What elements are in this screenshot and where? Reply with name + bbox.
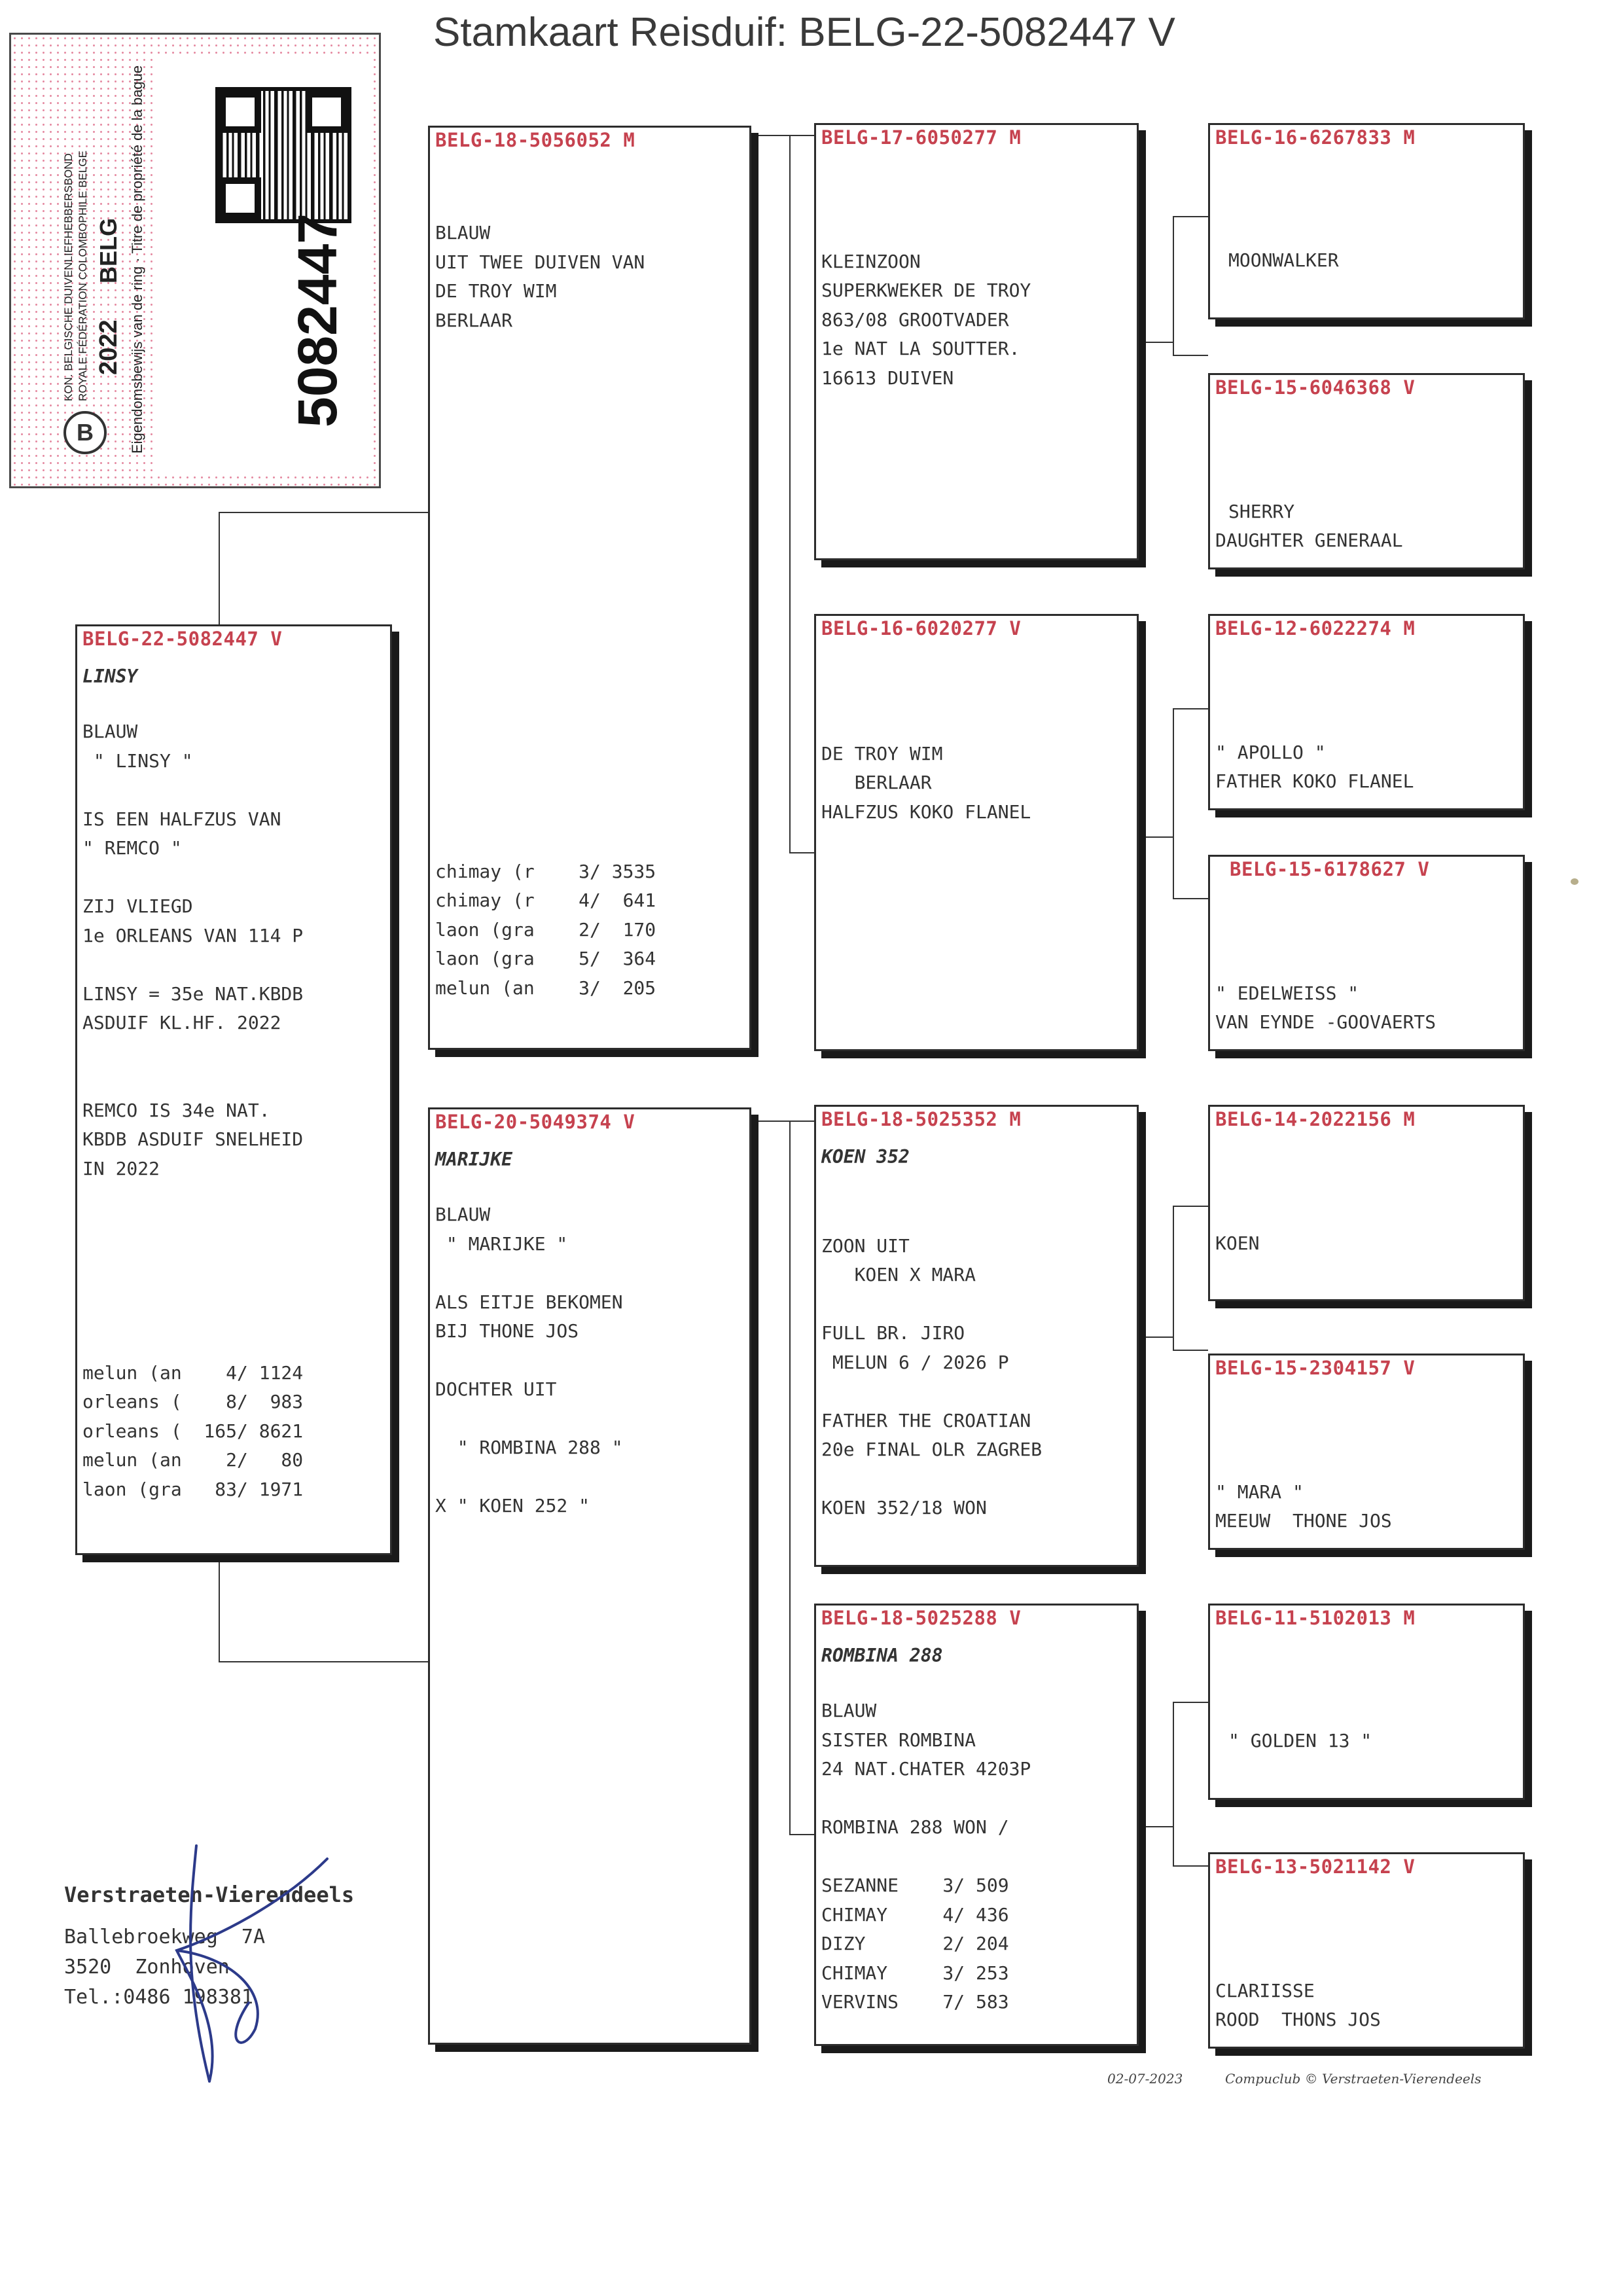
pedigree-line: " MARIJKE " — [435, 1233, 568, 1255]
ring-card — [9, 33, 381, 488]
race-result: laon (gra 83/ 1971 — [82, 1479, 304, 1500]
ring-ownership-text: Eigendomsbewijs van de ring · Titre de propriété de la bague — [129, 65, 145, 454]
owner-city: 3520 Zonhoven — [64, 1956, 230, 1979]
pedigree-line: X " KOEN 252 " — [435, 1495, 590, 1516]
race-result: melun (an 4/ 1124 — [82, 1362, 304, 1384]
pedigree-line: MEEUW THONE JOS — [1215, 1510, 1392, 1532]
pedigree-line: KLEINZOON — [821, 251, 921, 272]
pedigree-line: BLAUW — [435, 1204, 491, 1225]
pedigree-line: ROMBINA 288 WON / — [821, 1816, 1009, 1838]
pedigree-card-paternal-grandfather — [814, 123, 1139, 560]
ring-id: BELG-18-5056052 M — [435, 129, 635, 151]
connector — [789, 1834, 814, 1835]
pedigree-line: 24 NAT.CHATER 4203P — [821, 1758, 1031, 1780]
ring-id: BELG-14-2022156 M — [1215, 1108, 1416, 1130]
kbdb-logo: B — [63, 411, 107, 454]
pedigree-line: SHERRY — [1228, 501, 1295, 522]
pedigree-line: 863/08 GROOTVADER — [821, 309, 1009, 331]
ring-id: BELG-16-6267833 M — [1215, 126, 1416, 149]
ring-id: BELG-16-6020277 V — [821, 617, 1022, 639]
pedigree-card-father — [428, 126, 751, 1050]
page-title: Stamkaart Reisduif: BELG-22-5082447 V — [433, 10, 1175, 55]
pedigree-card-ggp — [1208, 1852, 1525, 2049]
pedigree-line: " GOLDEN 13 " — [1228, 1730, 1372, 1751]
connector — [1173, 1350, 1208, 1351]
pedigree-line: ZIJ VLIEGD — [82, 895, 193, 917]
connector — [751, 1121, 814, 1122]
pedigree-line: 20e FINAL OLR ZAGREB — [821, 1439, 1043, 1460]
pigeon-name: MARIJKE — [435, 1149, 513, 1170]
pedigree-line: FATHER KOKO FLANEL — [1215, 770, 1414, 792]
pedigree-line: BERLAAR — [435, 310, 513, 331]
race-result: melun (an 3/ 205 — [435, 977, 656, 999]
pedigree-line: CLARIISSE — [1215, 1980, 1315, 2001]
ring-id: BELG-17-6050277 M — [821, 126, 1022, 149]
connector — [789, 852, 814, 853]
ring-federation-fr: ROYALE FÉDÉRATION COLOMBOPHILE BELGE — [77, 151, 89, 401]
print-date: 02-07-2023 — [1107, 2071, 1183, 2087]
ring-id: BELG-11-5102013 M — [1215, 1607, 1416, 1629]
pigeon-name: LINSY — [82, 666, 138, 687]
pedigree-line: LINSY = 35e NAT.KBDB — [82, 983, 304, 1005]
connector — [1173, 1206, 1208, 1207]
pedigree-line: UIT TWEE DUIVEN VAN — [435, 251, 645, 273]
connector — [789, 135, 791, 852]
ring-id: BELG-18-5025352 M — [821, 1108, 1022, 1130]
pedigree-line: KBDB ASDUIF SNELHEID — [82, 1128, 304, 1150]
connector — [1139, 342, 1173, 343]
ring-id: BELG-13-5021142 V — [1215, 1856, 1416, 1878]
pigeon-name: ROMBINA 288 — [821, 1645, 943, 1666]
pedigree-line: BIJ THONE JOS — [435, 1320, 579, 1342]
ring-id: BELG-15-2304157 V — [1215, 1357, 1416, 1379]
connector — [1173, 708, 1208, 709]
owner-street: Ballebroekweg 7A — [64, 1926, 266, 1948]
scan-speck — [1571, 878, 1578, 885]
connector — [1139, 836, 1173, 838]
ring-id: BELG-18-5025288 V — [821, 1607, 1022, 1629]
pedigree-line: KOEN 352/18 WON — [821, 1497, 987, 1518]
pedigree-card-mother — [428, 1107, 751, 2045]
race-result: laon (gra 2/ 170 — [435, 919, 656, 941]
software-credit: Compuclub © Verstraeten-Vierendeels — [1225, 2071, 1482, 2087]
pedigree-card-maternal-grandfather — [814, 1105, 1139, 1567]
connector — [1173, 708, 1174, 898]
connector — [1173, 898, 1208, 899]
connector — [219, 512, 220, 624]
pedigree-card-subject — [75, 624, 392, 1555]
race-result: orleans ( 8/ 983 — [82, 1391, 304, 1412]
pedigree-line: 1e ORLEANS VAN 114 P — [82, 925, 304, 946]
pedigree-line: VAN EYNDE -GOOVAERTS — [1215, 1011, 1436, 1033]
race-result: CHIMAY 4/ 436 — [821, 1904, 1009, 1926]
pedigree-card-ggp — [1208, 373, 1525, 569]
pedigree-line: DE TROY WIM — [435, 280, 557, 302]
race-result: SEZANNE 3/ 509 — [821, 1874, 1009, 1896]
pedigree-line: ALS EITJE BEKOMEN — [435, 1291, 623, 1313]
race-result: chimay (r 4/ 641 — [435, 889, 656, 911]
pedigree-line: " ROMBINA 288 " — [435, 1437, 623, 1458]
pedigree-card-maternal-grandmother — [814, 1604, 1139, 2046]
pedigree-line: DAUGHTER GENERAAL — [1215, 529, 1403, 551]
pedigree-line: ASDUIF KL.HF. 2022 — [82, 1012, 281, 1033]
pedigree-line: FATHER THE CROATIAN — [821, 1410, 1031, 1431]
pedigree-card-ggp — [1208, 855, 1525, 1051]
race-result: chimay (r 3/ 3535 — [435, 861, 656, 882]
pedigree-line: 1e NAT LA SOUTTER. — [821, 338, 1020, 359]
pedigree-line: FULL BR. JIRO — [821, 1322, 965, 1344]
pigeon-name: KOEN 352 — [821, 1146, 910, 1168]
owner-name: Verstraeten-Vierendeels — [64, 1882, 355, 1907]
pedigree-card-ggp — [1208, 1354, 1525, 1550]
pedigree-line: ZOON UIT — [821, 1235, 910, 1257]
pedigree-line: KOEN X MARA — [821, 1264, 976, 1285]
connector — [1173, 355, 1208, 356]
signature — [151, 1833, 347, 2094]
connector — [1173, 216, 1174, 355]
pedigree-line: IN 2022 — [82, 1158, 160, 1179]
ring-id: BELG-15-6046368 V — [1215, 376, 1416, 399]
pedigree-line: BLAUW — [82, 721, 138, 742]
race-result: DIZY 2/ 204 — [821, 1933, 1009, 1954]
ring-id: BELG-22-5082447 V — [82, 628, 283, 650]
ring-id: BELG-12-6022274 M — [1215, 617, 1416, 639]
pedigree-line: MOONWALKER — [1228, 249, 1339, 271]
connector — [789, 1121, 791, 1834]
pedigree-line: HALFZUS KOKO FLANEL — [821, 801, 1031, 823]
pedigree-card-ggp — [1208, 1105, 1525, 1301]
pedigree-line: BLAUW — [435, 222, 491, 243]
pedigree-line: " LINSY " — [82, 750, 193, 772]
pedigree-line: DOCHTER UIT — [435, 1378, 557, 1400]
ring-federation-nl: KON. BELGISCHE DUIVENLIEFHEBBERSBOND — [62, 153, 75, 401]
pedigree-line: IS EEN HALFZUS VAN — [82, 808, 281, 830]
connector — [1139, 1336, 1173, 1338]
race-result: orleans ( 165/ 8621 — [82, 1420, 304, 1442]
pedigree-line: SISTER ROMBINA — [821, 1729, 976, 1751]
connector — [1173, 1702, 1174, 1865]
ring-year: 2022 — [95, 319, 122, 375]
pedigree-line: 16613 DUIVEN — [821, 367, 954, 389]
connector — [1173, 1206, 1174, 1350]
pedigree-card-ggp — [1208, 123, 1525, 319]
ring-country: BELG — [95, 217, 122, 283]
pedigree-card-paternal-grandmother — [814, 614, 1139, 1051]
connector — [1173, 1702, 1208, 1703]
connector — [219, 512, 428, 513]
connector — [219, 1555, 220, 1661]
pedigree-line: DE TROY WIM — [821, 743, 943, 764]
connector — [1173, 216, 1208, 217]
pedigree-line: ROOD THONS JOS — [1215, 2009, 1381, 2030]
pedigree-line: " MARA " — [1215, 1481, 1304, 1503]
pedigree-line: KOEN — [1215, 1232, 1260, 1254]
pedigree-line: SUPERKWEKER DE TROY — [821, 279, 1031, 301]
pedigree-line: " APOLLO " — [1215, 742, 1326, 763]
pedigree-card-ggp — [1208, 614, 1525, 810]
pedigree-line: BLAUW — [821, 1700, 877, 1721]
connector — [1139, 1826, 1173, 1827]
ring-number: 5082447 — [287, 213, 348, 427]
race-result: melun (an 2/ 80 — [82, 1449, 304, 1471]
pedigree-line: BERLAAR — [821, 772, 932, 793]
pedigree-line: REMCO IS 34e NAT. — [82, 1100, 270, 1121]
pedigree-line: MELUN 6 / 2026 P — [821, 1352, 1009, 1373]
race-result: CHIMAY 3/ 253 — [821, 1962, 1009, 1984]
pedigree-line: " EDELWEISS " — [1215, 982, 1359, 1004]
connector — [219, 1661, 428, 1662]
race-result: laon (gra 5/ 364 — [435, 948, 656, 969]
connector — [751, 135, 814, 136]
ring-id: BELG-15-6178627 V — [1230, 858, 1430, 880]
pedigree-card-ggp — [1208, 1604, 1525, 1800]
ring-id: BELG-20-5049374 V — [435, 1111, 635, 1133]
pedigree-line: " REMCO " — [82, 837, 182, 859]
race-result: VERVINS 7/ 583 — [821, 1991, 1009, 2013]
owner-phone: Tel.:0486 198381 — [64, 1986, 253, 2009]
qr-code — [219, 91, 348, 219]
connector — [1173, 1865, 1208, 1867]
